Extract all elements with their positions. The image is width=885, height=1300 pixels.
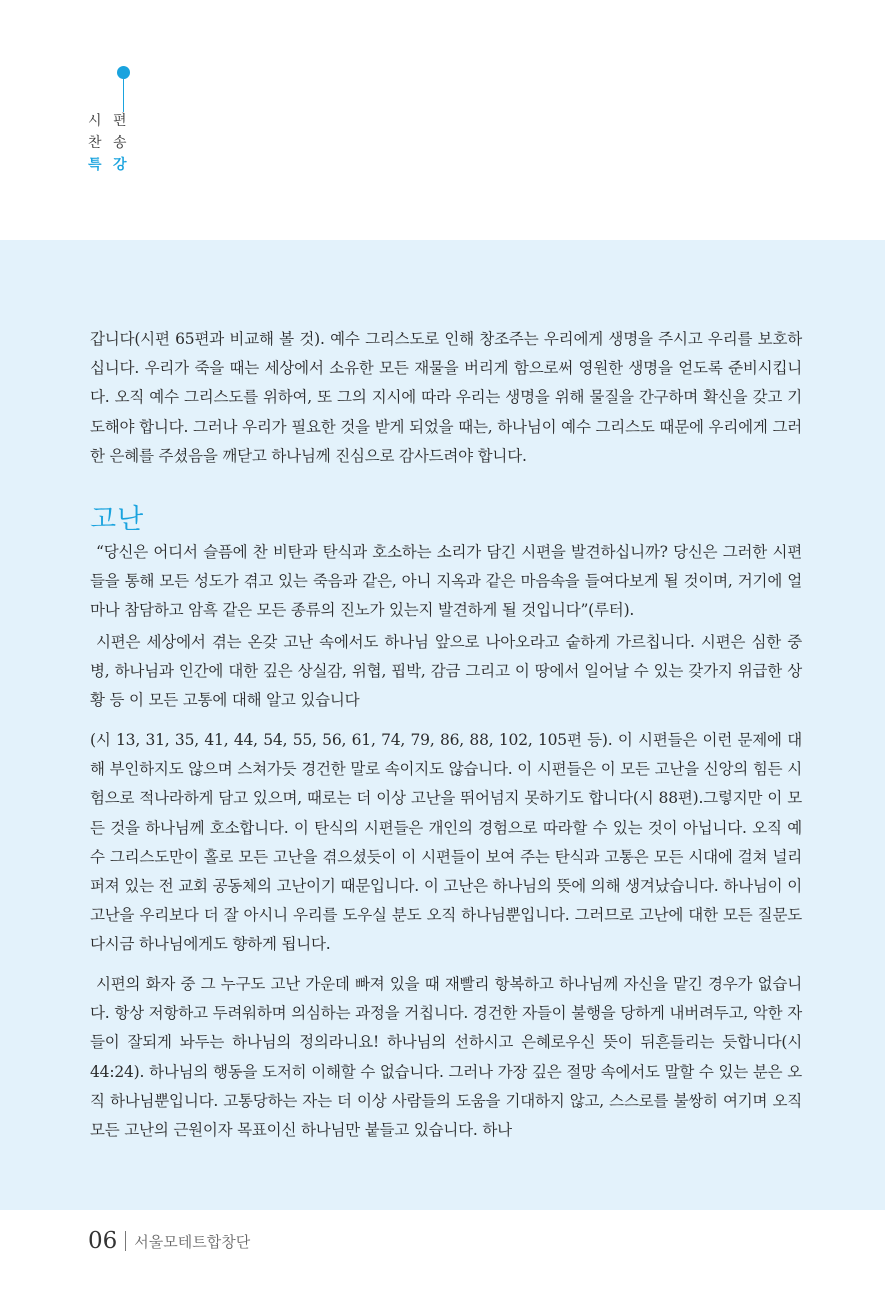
- marker-line: [123, 78, 124, 112]
- publisher-name: 서울모테트합창단: [134, 1232, 251, 1251]
- body-paragraph: 시편의 화자 중 그 누구도 고난 가운데 빠져 있을 때 재빨리 항복하고 하나님께 자신을 맡긴 경우가 없습니다. 항상 저항하고 두려워하며 의심하는 과정을 거칩니다. 경건한 자들이 불행을 당하게 내버려두고, 악한 자들이 잘되게 놔두는 하나님의 정의라니요! 하나님의 선하시고 은혜로우신 뜻이 뒤흔들리는 듯합니다(시 44:24). 하나님의 행동을 도저히 이해할 수 없습니다. 그러나 가장 깊은 절망 속에서도 말할 수 있는 분은 오직 하나님뿐입니다. 고통당하는 자는 더 이상 사람들의 도움을 기대하지 않고, 스스로를 불쌍히 여기며 오직 모든 고난의 근원이자 목표이신 하나님만 붙들고 있습니다. 하나: [90, 975, 802, 1140]
- label-char: 편: [113, 113, 127, 129]
- page-footer: [88, 1224, 250, 1258]
- section-label-text: [88, 112, 138, 174]
- body-paragraph: (시 13, 31, 35, 41, 44, 54, 55, 56, 61, 74, 79, 86, 88, 102, 105편 등). 이 시편들은 이런 문제에 대해 부인하지도 않으며 스쳐가듯 경건한 말로 속이지도 않습니다. 이 시편들은 이 모든 고난을 신앙의 힘든 시험으로 적나라하게 담고 있으며, 때로는 더 이상 고난을 뛰어넘지 못하기도 합니다(시 88편).그렇지만 이 모든 것을 하나님께 호소합니다. 이 탄식의 시편들은 개인의 경험으로 따라할 수 있는 것이 아닙니다. 오직 예수 그리스도만이 홀로 모든 고난을 겪으셨듯이 이 시편들이 보여 주는 탄식과 고통은 모든 시대에 걸쳐 널리 퍼져 있는 전 교회 공동체의 고난이기 때문입니다. 이 고난은 하나님의 뜻에 의해 생겨났습니다. 하나님이 이 고난을 우리보다 더 잘 아시니 우리를 도우실 분도 오직 하나님뿐입니다. 그러므로 고난에 대한 모든 질문도 다시금 하나님에게도 향하게 됩니다.: [90, 731, 803, 954]
- section-heading: 고난: [90, 504, 145, 535]
- quote-paragraph: “당신은 어디서 슬픔에 찬 비탄과 탄식과 호소하는 소리가 담긴 시편을 발견하십니까? 당신은 그러한 시편들을 통해 모든 성도가 겪고 있는 죽음과 같은, 아니 지옥과 같은 마음속을 들여다보게 될 것이며, 거기에 얼마나 참담하고 암흑 같은 모든 종류의 진노가 있는지 발견하게 될 것입니다”(루터).: [90, 543, 802, 620]
- label-char: 찬: [88, 135, 102, 151]
- label-char: 송: [113, 135, 127, 151]
- body-paragraph: 갑니다(시편 65편과 비교해 볼 것). 예수 그리스도로 인해 창조주는 우리에게 생명을 주시고 우리를 보호하십니다. 우리가 죽을 때는 세상에서 소유한 모든 재물을 버리게 함으로써 영원한 생명을 얻도록 준비시킵니다. 오직 예수 그리스도를 위하여, 또 그의 지시에 따라 우리는 생명을 위해 물질을 간구하며 확신을 갖고 기도해야 합니다. 그러나 우리가 필요한 것을 받게 되었을 때는, 하나님이 예수 그리스도 때문에 우리에게 그러한 은혜를 주셨음을 깨닫고 하나님께 진심으로 감사드려야 합니다.: [90, 330, 802, 465]
- label-char-accent: 특: [88, 157, 102, 173]
- label-char-accent: 강: [113, 157, 127, 173]
- label-char: 시: [88, 113, 102, 129]
- body-paragraph: 시편은 세상에서 겪는 온갖 고난 속에서도 하나님 앞으로 나아오라고 숱하게 가르칩니다. 시편은 심한 중병, 하나님과 인간에 대한 깊은 상실감, 위협, 핍박, 감금 그리고 이 땅에서 일어날 수 있는 갖가지 위급한 상황 등 이 모든 고통에 대해 알고 있습니다: [90, 633, 802, 710]
- footer-divider: [125, 1231, 126, 1251]
- page-number: 06: [88, 1228, 118, 1254]
